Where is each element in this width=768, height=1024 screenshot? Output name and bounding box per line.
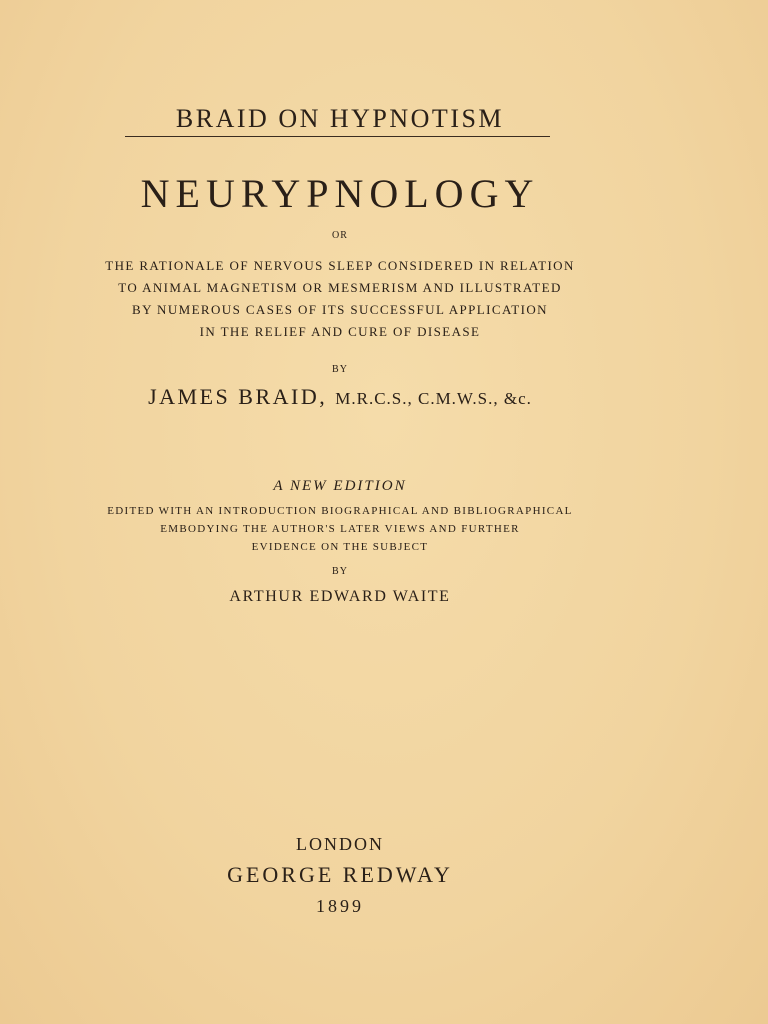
subtitle-line: THE RATIONALE OF NERVOUS SLEEP CONSIDERED IN RELATION: [105, 258, 575, 273]
by-label: BY: [332, 566, 348, 577]
edition-description-line: EVIDENCE ON THE SUBJECT: [251, 541, 429, 553]
subtitle-line: BY NUMEROUS CASES OF ITS SUCCESSFUL APPLICATION: [132, 302, 548, 317]
editor-name: ARTHUR EDWARD WAITE: [229, 588, 451, 605]
imprint-year: 1899: [316, 896, 364, 916]
by-label: BY: [332, 364, 348, 375]
imprint-city: LONDON: [296, 834, 384, 854]
series-title: BRAID ON HYPNOTISM: [175, 104, 505, 133]
edition-description-line: EMBODYING THE AUTHOR'S LATER VIEWS AND FURTHER: [160, 523, 520, 535]
edition-label: A NEW EDITION: [273, 478, 407, 494]
or-connector: OR: [332, 230, 348, 241]
imprint-publisher: GEORGE REDWAY: [227, 862, 453, 887]
series-title-rule: [125, 136, 550, 137]
subtitle-line: TO ANIMAL MAGNETISM OR MESMERISM AND ILLUSTRATED: [118, 280, 562, 295]
edition-description-line: EDITED WITH AN INTRODUCTION BIOGRAPHICAL AND BIBLIOGRAPHICAL: [107, 505, 573, 517]
subtitle-line: IN THE RELIEF AND CURE OF DISEASE: [199, 324, 481, 339]
author-name: JAMES BRAID,: [148, 384, 328, 409]
author-credentials: M.R.C.S., C.M.W.S., &c.: [335, 389, 532, 408]
main-title: NEURYPNOLOGY: [140, 171, 540, 216]
author-line: [0, 384, 680, 410]
